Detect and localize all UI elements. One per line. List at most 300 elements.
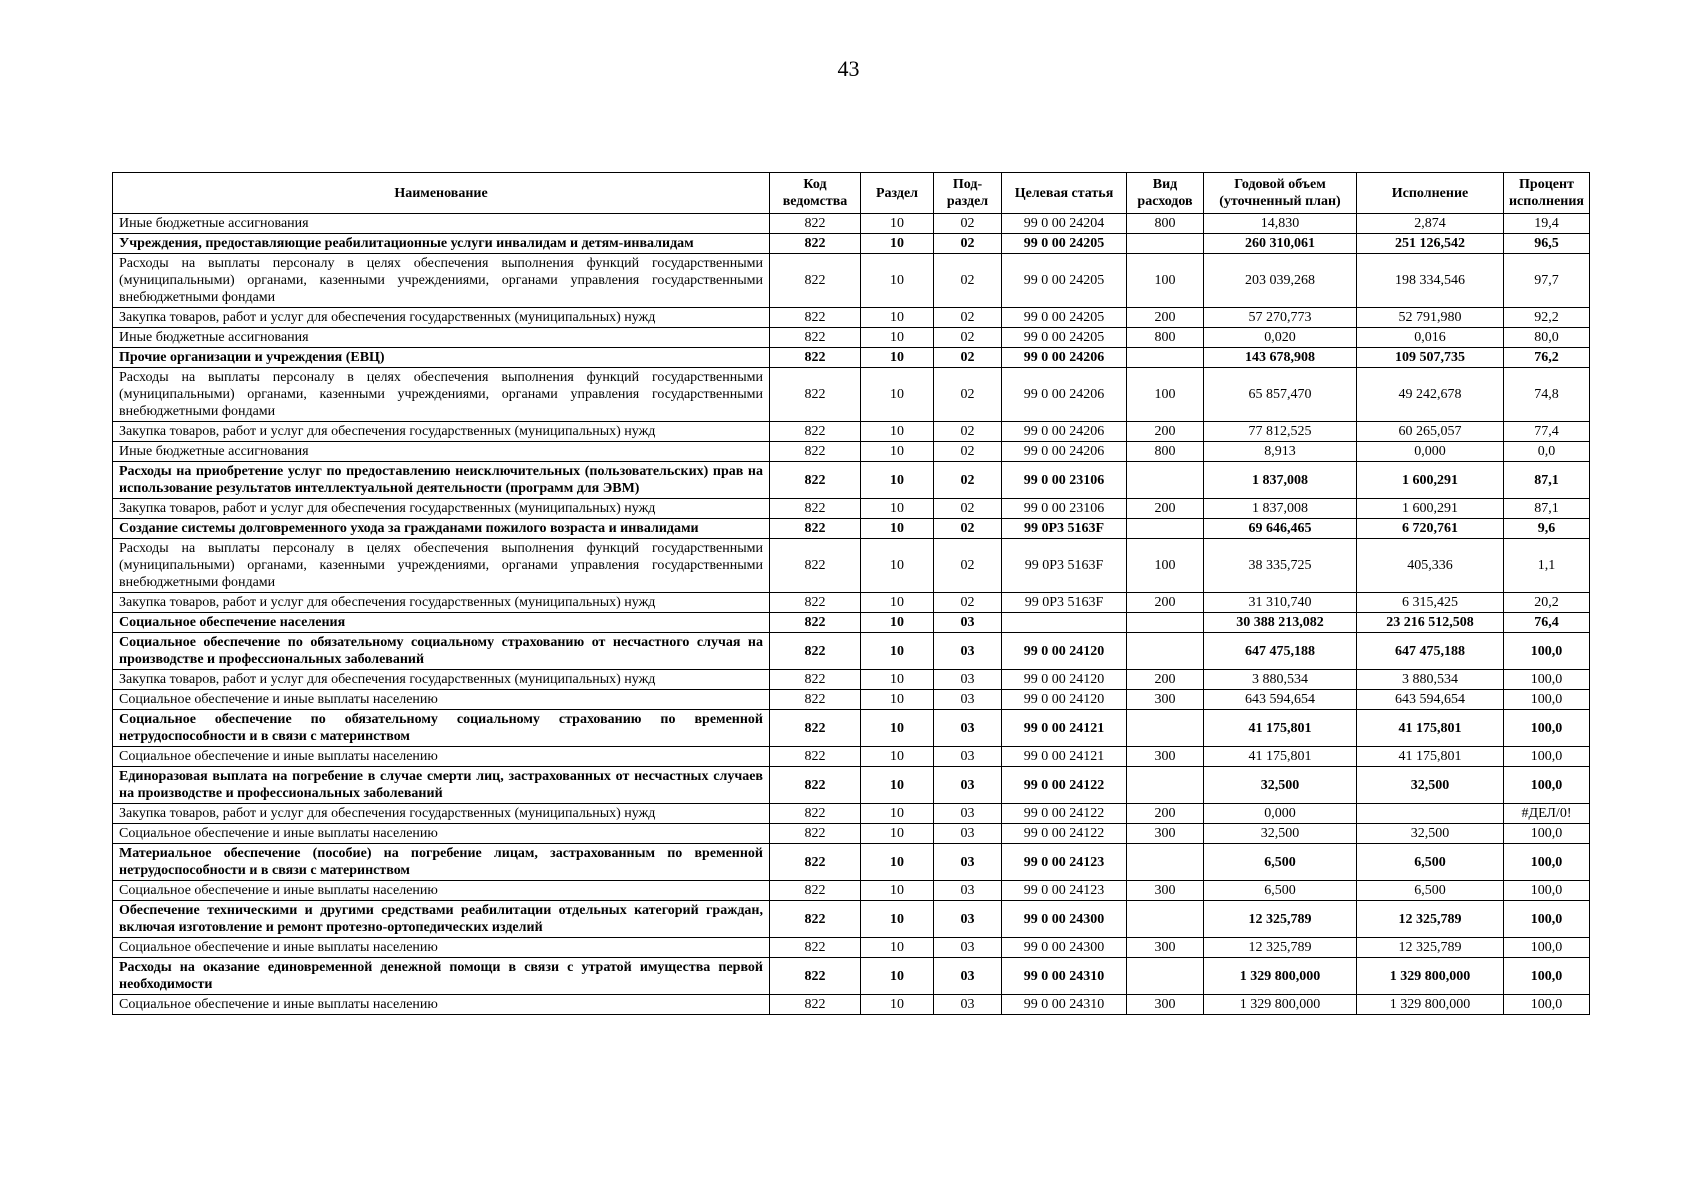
cell-vid: 200 xyxy=(1127,308,1204,328)
cell-ved: 822 xyxy=(770,747,861,767)
table-row xyxy=(113,844,1590,881)
cell-vid: 200 xyxy=(1127,422,1204,442)
cell-ved: 822 xyxy=(770,804,861,824)
cell-procent: 0,0 xyxy=(1504,442,1590,462)
cell-ispolnenie: 23 216 512,508 xyxy=(1357,613,1504,633)
column-header-name: Наименование xyxy=(113,173,770,214)
cell-ispolnenie: 12 325,789 xyxy=(1357,901,1504,938)
cell-plan: 65 857,470 xyxy=(1204,368,1357,422)
cell-ved: 822 xyxy=(770,422,861,442)
cell-ved: 822 xyxy=(770,710,861,747)
cell-plan: 12 325,789 xyxy=(1204,901,1357,938)
cell-statya: 99 0P3 5163F xyxy=(1002,539,1127,593)
cell-procent: 74,8 xyxy=(1504,368,1590,422)
cell-razdel: 10 xyxy=(861,881,934,901)
cell-podrazdel: 02 xyxy=(934,234,1002,254)
table-row xyxy=(113,710,1590,747)
cell-vid: 100 xyxy=(1127,539,1204,593)
cell-name: Иные бюджетные ассигнования xyxy=(113,328,770,348)
cell-ispolnenie: 1 600,291 xyxy=(1357,462,1504,499)
cell-procent: 9,6 xyxy=(1504,519,1590,539)
cell-ispolnenie: 2,874 xyxy=(1357,214,1504,234)
cell-podrazdel: 02 xyxy=(934,308,1002,328)
table-row xyxy=(113,958,1590,995)
cell-statya: 99 0 00 24122 xyxy=(1002,824,1127,844)
table-row xyxy=(113,804,1590,824)
cell-statya: 99 0 00 24206 xyxy=(1002,348,1127,368)
cell-plan: 0,000 xyxy=(1204,804,1357,824)
cell-vid xyxy=(1127,844,1204,881)
cell-vid: 200 xyxy=(1127,670,1204,690)
cell-ispolnenie: 6,500 xyxy=(1357,844,1504,881)
cell-name: Социальное обеспечение по обязательному социальному страхованию от несчастного случая на производстве и профессиональных заболеваний xyxy=(113,633,770,670)
cell-razdel: 10 xyxy=(861,234,934,254)
cell-podrazdel: 02 xyxy=(934,442,1002,462)
cell-ispolnenie: 12 325,789 xyxy=(1357,938,1504,958)
cell-razdel: 10 xyxy=(861,539,934,593)
cell-podrazdel: 03 xyxy=(934,958,1002,995)
cell-razdel: 10 xyxy=(861,690,934,710)
table-row xyxy=(113,767,1590,804)
cell-razdel: 10 xyxy=(861,254,934,308)
cell-ispolnenie: 1 329 800,000 xyxy=(1357,995,1504,1015)
cell-vid: 300 xyxy=(1127,824,1204,844)
cell-procent: 100,0 xyxy=(1504,824,1590,844)
cell-ispolnenie: 0,016 xyxy=(1357,328,1504,348)
table-row xyxy=(113,747,1590,767)
table-row xyxy=(113,308,1590,328)
table-row xyxy=(113,593,1590,613)
cell-ispolnenie: 0,000 xyxy=(1357,442,1504,462)
cell-podrazdel: 03 xyxy=(934,690,1002,710)
cell-podrazdel: 02 xyxy=(934,368,1002,422)
cell-procent: 100,0 xyxy=(1504,767,1590,804)
cell-razdel: 10 xyxy=(861,348,934,368)
cell-razdel: 10 xyxy=(861,613,934,633)
cell-podrazdel: 02 xyxy=(934,462,1002,499)
cell-plan: 38 335,725 xyxy=(1204,539,1357,593)
cell-name: Учреждения, предоставляющие реабилитационные услуги инвалидам и детям-инвалидам xyxy=(113,234,770,254)
cell-ispolnenie: 405,336 xyxy=(1357,539,1504,593)
cell-vid xyxy=(1127,234,1204,254)
cell-ispolnenie: 41 175,801 xyxy=(1357,710,1504,747)
cell-vid: 300 xyxy=(1127,747,1204,767)
cell-razdel: 10 xyxy=(861,670,934,690)
cell-ved: 822 xyxy=(770,328,861,348)
table-row xyxy=(113,234,1590,254)
cell-procent: 100,0 xyxy=(1504,881,1590,901)
cell-podrazdel: 03 xyxy=(934,844,1002,881)
cell-vid: 200 xyxy=(1127,593,1204,613)
cell-podrazdel: 03 xyxy=(934,901,1002,938)
cell-procent: 96,5 xyxy=(1504,234,1590,254)
cell-vid xyxy=(1127,710,1204,747)
cell-ved: 822 xyxy=(770,633,861,670)
cell-ved: 822 xyxy=(770,670,861,690)
cell-ispolnenie xyxy=(1357,804,1504,824)
table-row xyxy=(113,254,1590,308)
page-number: 43 xyxy=(837,56,860,81)
column-header-plan: Годовой объем (уточненный план) xyxy=(1204,173,1357,214)
column-header-ved: Код ведомства xyxy=(770,173,861,214)
cell-ispolnenie: 60 265,057 xyxy=(1357,422,1504,442)
cell-vid: 300 xyxy=(1127,995,1204,1015)
cell-procent: 92,2 xyxy=(1504,308,1590,328)
cell-procent: 100,0 xyxy=(1504,901,1590,938)
table-row xyxy=(113,368,1590,422)
cell-statya: 99 0 00 23106 xyxy=(1002,462,1127,499)
cell-name: Закупка товаров, работ и услуг для обеспечения государственных (муниципальных) нужд xyxy=(113,422,770,442)
cell-procent: 19,4 xyxy=(1504,214,1590,234)
cell-vid xyxy=(1127,901,1204,938)
cell-name: Социальное обеспечение населения xyxy=(113,613,770,633)
cell-name: Обеспечение техническими и другими средствами реабилитации отдельных категорий граждан, включая изготовление и ремонт протезно-ортопедических изделий xyxy=(113,901,770,938)
column-header-procent: Процент исполнения xyxy=(1504,173,1590,214)
cell-plan: 643 594,654 xyxy=(1204,690,1357,710)
cell-razdel: 10 xyxy=(861,499,934,519)
cell-podrazdel: 03 xyxy=(934,824,1002,844)
cell-procent: 100,0 xyxy=(1504,710,1590,747)
table-row xyxy=(113,214,1590,234)
cell-plan: 31 310,740 xyxy=(1204,593,1357,613)
cell-vid: 300 xyxy=(1127,690,1204,710)
cell-plan: 32,500 xyxy=(1204,767,1357,804)
cell-ispolnenie: 198 334,546 xyxy=(1357,254,1504,308)
cell-ispolnenie: 6,500 xyxy=(1357,881,1504,901)
cell-plan: 1 837,008 xyxy=(1204,499,1357,519)
cell-vid: 800 xyxy=(1127,442,1204,462)
cell-plan: 647 475,188 xyxy=(1204,633,1357,670)
cell-procent: 100,0 xyxy=(1504,995,1590,1015)
cell-razdel: 10 xyxy=(861,593,934,613)
cell-ved: 822 xyxy=(770,995,861,1015)
cell-procent: #ДЕЛ/0! xyxy=(1504,804,1590,824)
cell-statya: 99 0 00 24122 xyxy=(1002,767,1127,804)
cell-razdel: 10 xyxy=(861,995,934,1015)
cell-ispolnenie: 1 600,291 xyxy=(1357,499,1504,519)
table-row xyxy=(113,670,1590,690)
cell-podrazdel: 03 xyxy=(934,710,1002,747)
cell-podrazdel: 03 xyxy=(934,747,1002,767)
cell-statya: 99 0 00 24120 xyxy=(1002,690,1127,710)
table-row xyxy=(113,613,1590,633)
cell-plan: 57 270,773 xyxy=(1204,308,1357,328)
cell-name: Иные бюджетные ассигнования xyxy=(113,442,770,462)
cell-procent: 76,4 xyxy=(1504,613,1590,633)
cell-procent: 87,1 xyxy=(1504,462,1590,499)
cell-statya: 99 0 00 24123 xyxy=(1002,881,1127,901)
cell-statya xyxy=(1002,613,1127,633)
cell-razdel: 10 xyxy=(861,958,934,995)
cell-plan: 41 175,801 xyxy=(1204,710,1357,747)
cell-procent: 100,0 xyxy=(1504,958,1590,995)
cell-razdel: 10 xyxy=(861,328,934,348)
cell-razdel: 10 xyxy=(861,901,934,938)
cell-ispolnenie: 32,500 xyxy=(1357,767,1504,804)
cell-procent: 100,0 xyxy=(1504,633,1590,670)
cell-ispolnenie: 643 594,654 xyxy=(1357,690,1504,710)
cell-name: Расходы на оказание единовременной денежной помощи в связи с утратой имущества первой необходимости xyxy=(113,958,770,995)
cell-name: Социальное обеспечение и иные выплаты населению xyxy=(113,881,770,901)
cell-plan: 260 310,061 xyxy=(1204,234,1357,254)
cell-plan: 143 678,908 xyxy=(1204,348,1357,368)
cell-razdel: 10 xyxy=(861,767,934,804)
cell-name: Расходы на выплаты персоналу в целях обеспечения выполнения функций государственными (муниципальными) органами, казенными учреждениями, органами управления государственными внебюджетными фондами xyxy=(113,254,770,308)
table-row xyxy=(113,499,1590,519)
cell-podrazdel: 02 xyxy=(934,499,1002,519)
cell-plan: 77 812,525 xyxy=(1204,422,1357,442)
cell-vid xyxy=(1127,767,1204,804)
table-row xyxy=(113,328,1590,348)
cell-ved: 822 xyxy=(770,881,861,901)
cell-name: Прочие организации и учреждения (ЕВЦ) xyxy=(113,348,770,368)
budget-table xyxy=(112,172,1590,1015)
cell-procent: 87,1 xyxy=(1504,499,1590,519)
cell-name: Единоразовая выплата на погребение в случае смерти лиц, застрахованных от несчастных случаев на производстве и профессиональных заболеваний xyxy=(113,767,770,804)
cell-statya: 99 0 00 24300 xyxy=(1002,938,1127,958)
cell-ved: 822 xyxy=(770,824,861,844)
cell-razdel: 10 xyxy=(861,710,934,747)
cell-plan: 203 039,268 xyxy=(1204,254,1357,308)
cell-statya: 99 0 00 24206 xyxy=(1002,368,1127,422)
cell-ispolnenie: 32,500 xyxy=(1357,824,1504,844)
cell-plan: 0,020 xyxy=(1204,328,1357,348)
cell-plan: 8,913 xyxy=(1204,442,1357,462)
cell-name: Социальное обеспечение и иные выплаты населению xyxy=(113,824,770,844)
cell-ved: 822 xyxy=(770,254,861,308)
cell-ved: 822 xyxy=(770,368,861,422)
cell-podrazdel: 02 xyxy=(934,422,1002,442)
table-row xyxy=(113,824,1590,844)
cell-plan: 30 388 213,082 xyxy=(1204,613,1357,633)
cell-vid: 100 xyxy=(1127,368,1204,422)
cell-name: Социальное обеспечение и иные выплаты населению xyxy=(113,938,770,958)
column-header-razdel: Раздел xyxy=(861,173,934,214)
cell-ispolnenie: 109 507,735 xyxy=(1357,348,1504,368)
cell-statya: 99 0P3 5163F xyxy=(1002,593,1127,613)
cell-statya: 99 0P3 5163F xyxy=(1002,519,1127,539)
cell-statya: 99 0 00 24206 xyxy=(1002,422,1127,442)
cell-vid: 200 xyxy=(1127,499,1204,519)
cell-statya: 99 0 00 24206 xyxy=(1002,442,1127,462)
cell-procent: 100,0 xyxy=(1504,844,1590,881)
table-row xyxy=(113,633,1590,670)
cell-name: Закупка товаров, работ и услуг для обеспечения государственных (муниципальных) нужд xyxy=(113,670,770,690)
table-row xyxy=(113,901,1590,938)
cell-procent: 100,0 xyxy=(1504,670,1590,690)
cell-razdel: 10 xyxy=(861,214,934,234)
cell-statya: 99 0 00 24205 xyxy=(1002,254,1127,308)
table-row xyxy=(113,462,1590,499)
table-header-row xyxy=(113,173,1590,214)
table-row xyxy=(113,690,1590,710)
cell-podrazdel: 02 xyxy=(934,254,1002,308)
cell-razdel: 10 xyxy=(861,938,934,958)
cell-plan: 41 175,801 xyxy=(1204,747,1357,767)
cell-razdel: 10 xyxy=(861,844,934,881)
cell-ispolnenie: 1 329 800,000 xyxy=(1357,958,1504,995)
cell-name: Закупка товаров, работ и услуг для обеспечения государственных (муниципальных) нужд xyxy=(113,499,770,519)
table-row xyxy=(113,519,1590,539)
table-row xyxy=(113,539,1590,593)
cell-podrazdel: 02 xyxy=(934,348,1002,368)
cell-ispolnenie: 6 315,425 xyxy=(1357,593,1504,613)
cell-ispolnenie: 251 126,542 xyxy=(1357,234,1504,254)
cell-ved: 822 xyxy=(770,593,861,613)
cell-ispolnenie: 52 791,980 xyxy=(1357,308,1504,328)
cell-razdel: 10 xyxy=(861,308,934,328)
cell-razdel: 10 xyxy=(861,804,934,824)
cell-razdel: 10 xyxy=(861,422,934,442)
cell-procent: 97,7 xyxy=(1504,254,1590,308)
cell-plan: 6,500 xyxy=(1204,844,1357,881)
cell-ved: 822 xyxy=(770,214,861,234)
cell-ved: 822 xyxy=(770,499,861,519)
cell-ispolnenie: 6 720,761 xyxy=(1357,519,1504,539)
cell-plan: 3 880,534 xyxy=(1204,670,1357,690)
cell-statya: 99 0 00 24205 xyxy=(1002,308,1127,328)
cell-name: Социальное обеспечение и иные выплаты населению xyxy=(113,690,770,710)
cell-statya: 99 0 00 24300 xyxy=(1002,901,1127,938)
cell-vid xyxy=(1127,462,1204,499)
cell-podrazdel: 02 xyxy=(934,539,1002,593)
cell-ved: 822 xyxy=(770,442,861,462)
cell-ispolnenie: 647 475,188 xyxy=(1357,633,1504,670)
cell-razdel: 10 xyxy=(861,442,934,462)
column-header-podrazdel: Под-раздел xyxy=(934,173,1002,214)
cell-ved: 822 xyxy=(770,958,861,995)
cell-razdel: 10 xyxy=(861,747,934,767)
cell-vid: 200 xyxy=(1127,804,1204,824)
cell-plan: 1 329 800,000 xyxy=(1204,958,1357,995)
table-body xyxy=(113,214,1590,1015)
cell-razdel: 10 xyxy=(861,462,934,499)
cell-podrazdel: 02 xyxy=(934,214,1002,234)
table-row xyxy=(113,995,1590,1015)
cell-ved: 822 xyxy=(770,308,861,328)
cell-name: Расходы на выплаты персоналу в целях обеспечения выполнения функций государственными (муниципальными) органами, казенными учреждениями, органами управления государственными внебюджетными фондами xyxy=(113,368,770,422)
cell-ved: 822 xyxy=(770,901,861,938)
cell-ved: 822 xyxy=(770,234,861,254)
table-row xyxy=(113,881,1590,901)
cell-podrazdel: 03 xyxy=(934,767,1002,804)
cell-ved: 822 xyxy=(770,844,861,881)
column-header-vid: Вид расходов xyxy=(1127,173,1204,214)
cell-podrazdel: 02 xyxy=(934,328,1002,348)
cell-razdel: 10 xyxy=(861,368,934,422)
cell-statya: 99 0 00 24122 xyxy=(1002,804,1127,824)
cell-vid: 100 xyxy=(1127,254,1204,308)
cell-plan: 6,500 xyxy=(1204,881,1357,901)
cell-podrazdel: 03 xyxy=(934,881,1002,901)
cell-statya: 99 0 00 23106 xyxy=(1002,499,1127,519)
cell-podrazdel: 03 xyxy=(934,938,1002,958)
cell-podrazdel: 03 xyxy=(934,995,1002,1015)
table-row xyxy=(113,422,1590,442)
cell-podrazdel: 02 xyxy=(934,593,1002,613)
table-row xyxy=(113,442,1590,462)
cell-name: Расходы на приобретение услуг по предоставлению неисключительных (пользовательских) прав на использование результатов интеллектуальной деятельности (программ для ЭВМ) xyxy=(113,462,770,499)
column-header-statya: Целевая статья xyxy=(1002,173,1127,214)
cell-statya: 99 0 00 24120 xyxy=(1002,633,1127,670)
cell-vid: 800 xyxy=(1127,214,1204,234)
cell-name: Закупка товаров, работ и услуг для обеспечения государственных (муниципальных) нужд xyxy=(113,804,770,824)
cell-statya: 99 0 00 24120 xyxy=(1002,670,1127,690)
cell-ved: 822 xyxy=(770,767,861,804)
cell-ved: 822 xyxy=(770,348,861,368)
cell-vid xyxy=(1127,348,1204,368)
cell-ispolnenie: 49 242,678 xyxy=(1357,368,1504,422)
cell-podrazdel: 03 xyxy=(934,804,1002,824)
cell-statya: 99 0 00 24121 xyxy=(1002,747,1127,767)
cell-vid xyxy=(1127,519,1204,539)
cell-podrazdel: 03 xyxy=(934,670,1002,690)
cell-procent: 76,2 xyxy=(1504,348,1590,368)
cell-name: Социальное обеспечение и иные выплаты населению xyxy=(113,995,770,1015)
cell-plan: 12 325,789 xyxy=(1204,938,1357,958)
cell-statya: 99 0 00 24205 xyxy=(1002,234,1127,254)
cell-vid: 800 xyxy=(1127,328,1204,348)
cell-name: Социальное обеспечение и иные выплаты населению xyxy=(113,747,770,767)
cell-statya: 99 0 00 24310 xyxy=(1002,995,1127,1015)
cell-name: Материальное обеспечение (пособие) на погребение лицам, застрахованным по временной нетрудоспособности и в связи с материнством xyxy=(113,844,770,881)
cell-ispolnenie: 41 175,801 xyxy=(1357,747,1504,767)
cell-plan: 69 646,465 xyxy=(1204,519,1357,539)
cell-plan: 1 837,008 xyxy=(1204,462,1357,499)
cell-statya: 99 0 00 24121 xyxy=(1002,710,1127,747)
cell-statya: 99 0 00 24204 xyxy=(1002,214,1127,234)
cell-podrazdel: 02 xyxy=(934,519,1002,539)
cell-vid xyxy=(1127,958,1204,995)
cell-statya: 99 0 00 24123 xyxy=(1002,844,1127,881)
cell-ved: 822 xyxy=(770,613,861,633)
cell-plan: 32,500 xyxy=(1204,824,1357,844)
cell-procent: 100,0 xyxy=(1504,938,1590,958)
cell-ved: 822 xyxy=(770,690,861,710)
cell-procent: 1,1 xyxy=(1504,539,1590,593)
cell-procent: 100,0 xyxy=(1504,747,1590,767)
cell-procent: 100,0 xyxy=(1504,690,1590,710)
cell-name: Закупка товаров, работ и услуг для обеспечения государственных (муниципальных) нужд xyxy=(113,308,770,328)
cell-ispolnenie: 3 880,534 xyxy=(1357,670,1504,690)
cell-statya: 99 0 00 24310 xyxy=(1002,958,1127,995)
cell-ved: 822 xyxy=(770,938,861,958)
cell-vid xyxy=(1127,613,1204,633)
cell-procent: 80,0 xyxy=(1504,328,1590,348)
cell-ved: 822 xyxy=(770,519,861,539)
table-row xyxy=(113,348,1590,368)
cell-razdel: 10 xyxy=(861,824,934,844)
cell-procent: 20,2 xyxy=(1504,593,1590,613)
cell-podrazdel: 03 xyxy=(934,613,1002,633)
cell-name: Социальное обеспечение по обязательному социальному страхованию по временной нетрудоспособности и в связи с материнством xyxy=(113,710,770,747)
cell-vid xyxy=(1127,633,1204,670)
cell-name: Создание системы долговременного ухода за гражданами пожилого возраста и инвалидами xyxy=(113,519,770,539)
cell-ved: 822 xyxy=(770,462,861,499)
cell-razdel: 10 xyxy=(861,633,934,670)
cell-razdel: 10 xyxy=(861,519,934,539)
cell-name: Расходы на выплаты персоналу в целях обеспечения выполнения функций государственными (муниципальными) органами, казенными учреждениями, органами управления государственными внебюджетными фондами xyxy=(113,539,770,593)
cell-vid: 300 xyxy=(1127,938,1204,958)
cell-procent: 77,4 xyxy=(1504,422,1590,442)
column-header-ispolnenie: Исполнение xyxy=(1357,173,1504,214)
cell-podrazdel: 03 xyxy=(934,633,1002,670)
cell-plan: 14,830 xyxy=(1204,214,1357,234)
cell-plan: 1 329 800,000 xyxy=(1204,995,1357,1015)
cell-statya: 99 0 00 24205 xyxy=(1002,328,1127,348)
cell-vid: 300 xyxy=(1127,881,1204,901)
table-row xyxy=(113,938,1590,958)
